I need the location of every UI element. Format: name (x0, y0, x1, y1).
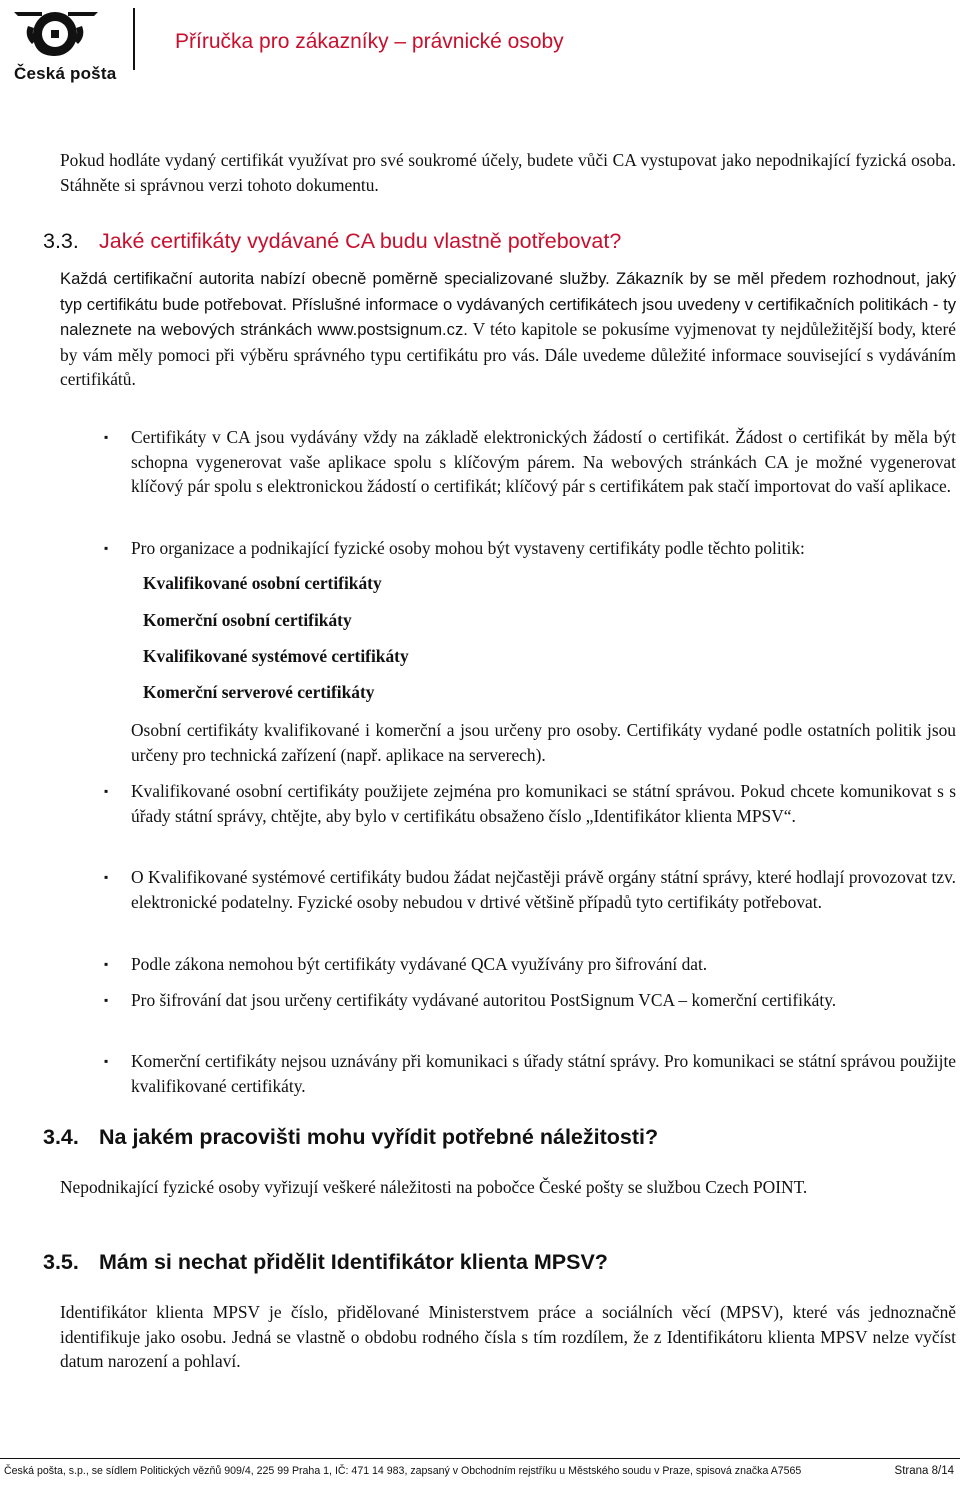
logo-text: Česká pošta (14, 64, 117, 83)
bullet-icon: ▪ (104, 430, 109, 444)
list-item: Certifikáty v CA jsou vydávány vždy na základě elektronických žádostí o certifikát. Žádost o certifikát by měla být schopna vygenerovat vaše aplikace spolu s klíčovým párem. Na webových stránkách CA je možné vygenerovat klíčový pár spolu s elektronickou žádostí o certifikát; klíčový pár s certifikátem pak stačí importovat do vaší aplikace. (131, 427, 956, 496)
footer-company-info: Česká pošta, s.p., se sídlem Politických vězňů 909/4, 225 99 Praha 1, IČ: 471 14 983, zapsaný v Obchodním rejstříku u Městského soudu v Praze, spisová značka A7565 (4, 1465, 802, 1477)
bullet-icon: ▪ (104, 870, 109, 884)
section-number: 3.3. (43, 229, 79, 253)
section-3-5-paragraph: Identifikátor klienta MPSV je číslo, přidělované Ministerstvem práce a sociálních věcí (MPSV), které vás jednoznačně identifikuje jako osobu. Jedná se vlastně o obdobu rodného čísla s tím rozdílem, že z Identifikátoru klienta MPSV nelze vyčíst datum narození a pohlaví. (60, 1302, 956, 1371)
bullet-icon: ▪ (104, 957, 109, 971)
section-3-3-paragraph (60, 266, 956, 392)
paragraph-part-serif: V této kapitole se pokusíme vyjmenovat ty nejdůležitější body, které by vám měly pomoci při výběru správného typu certifikátu pro vás. Dále uvedeme důležité informace související s vydáváním certifikátů. (60, 319, 956, 389)
ceska-posta-logo (6, 6, 116, 82)
bullet-icon: ▪ (104, 993, 109, 1007)
policy-name: Kvalifikované osobní certifikáty (143, 573, 382, 593)
footer-divider (0, 1458, 960, 1459)
list-item: Pro šifrování dat jsou určeny certifikáty vydávané autoritou PostSignum VCA – komerční certifikáty. (131, 990, 837, 1010)
intro-paragraph: Pokud hodláte vydaný certifikát využívat pro své soukromé účely, budete vůči CA vystupovat jako nepodnikající fyzická osoba. Stáhněte si správnou verzi tohoto dokumentu. (60, 150, 956, 195)
section-heading-3-4 (43, 1125, 658, 1150)
section-number: 3.4. (43, 1125, 79, 1149)
section-3-4-paragraph: Nepodnikající fyzické osoby vyřizují veškeré náležitosti na pobočce České pošty se službou Czech POINT. (60, 1177, 808, 1197)
post-horn-icon (6, 6, 116, 62)
policy-name: Komerční serverové certifikáty (143, 682, 375, 702)
section-heading-3-3 (43, 229, 621, 254)
list-item: Pro organizace a podnikající fyzické osoby mohou být vystaveny certifikáty podle těchto politik: (131, 538, 805, 558)
section-title: Na jakém pracovišti mohu vyřídit potřebné náležitosti? (99, 1125, 659, 1149)
list-item-continuation: Osobní certifikáty kvalifikované i komerční a jsou určeny pro osoby. Certifikáty vydané podle ostatních politik jsou určeny pro technická zařízení (např. aplikace na serverech). (131, 720, 956, 765)
page-number: Strana 8/14 (894, 1465, 954, 1477)
bullet-icon: ▪ (104, 541, 109, 555)
section-title: Jaké certifikáty vydávané CA budu vlastně potřebovat? (99, 229, 622, 253)
section-number: 3.5. (43, 1250, 79, 1274)
policy-name: Kvalifikované systémové certifikáty (143, 646, 409, 666)
bullet-icon: ▪ (104, 784, 109, 798)
list-item: Kvalifikované osobní certifikáty použijete zejména pro komunikaci se státní správou. Pokud chcete komunikovat s s úřady státní správy, chtějte, aby bylo v certifikátu obsaženo číslo „Identifikátor klienta MPSV“. (131, 781, 956, 826)
list-item: O Kvalifikované systémové certifikáty budou žádat nejčastěji právě orgány státní správy, které hodlají provozovat tzv. elektronické podatelny. Fyzické osoby nebudou v drtivé většině případů tyto certifikáty potřebovat. (131, 867, 956, 912)
list-item: Podle zákona nemohou být certifikáty vydávané QCA využívány pro šifrování dat. (131, 954, 708, 974)
section-heading-3-5 (43, 1250, 608, 1275)
section-title: Mám si nechat přidělit Identifikátor klienta MPSV? (99, 1250, 608, 1274)
paragraph-part-sans: Každá certifikační autorita nabízí obecně poměrně specializované služby. Zákazník by se měl předem rozhodnout, jaký typ certifikátu bude potřebovat. Příslušné informace o vydávaných certifikátech jsou uvedeny v certifikačních politikách - ty naleznete na webových stránkách www.postsignum.cz. (60, 269, 956, 339)
header-divider (133, 8, 135, 70)
header-title: Příručka pro zákazníky – právnické osoby (175, 30, 564, 53)
list-item: Komerční certifikáty nejsou uznávány při komunikaci s úřady státní správy. Pro komunikaci se státní správou použijte kvalifikované certifikáty. (131, 1051, 956, 1096)
bullet-icon: ▪ (104, 1054, 109, 1068)
page-header (0, 0, 960, 90)
policy-name: Komerční osobní certifikáty (143, 610, 352, 630)
